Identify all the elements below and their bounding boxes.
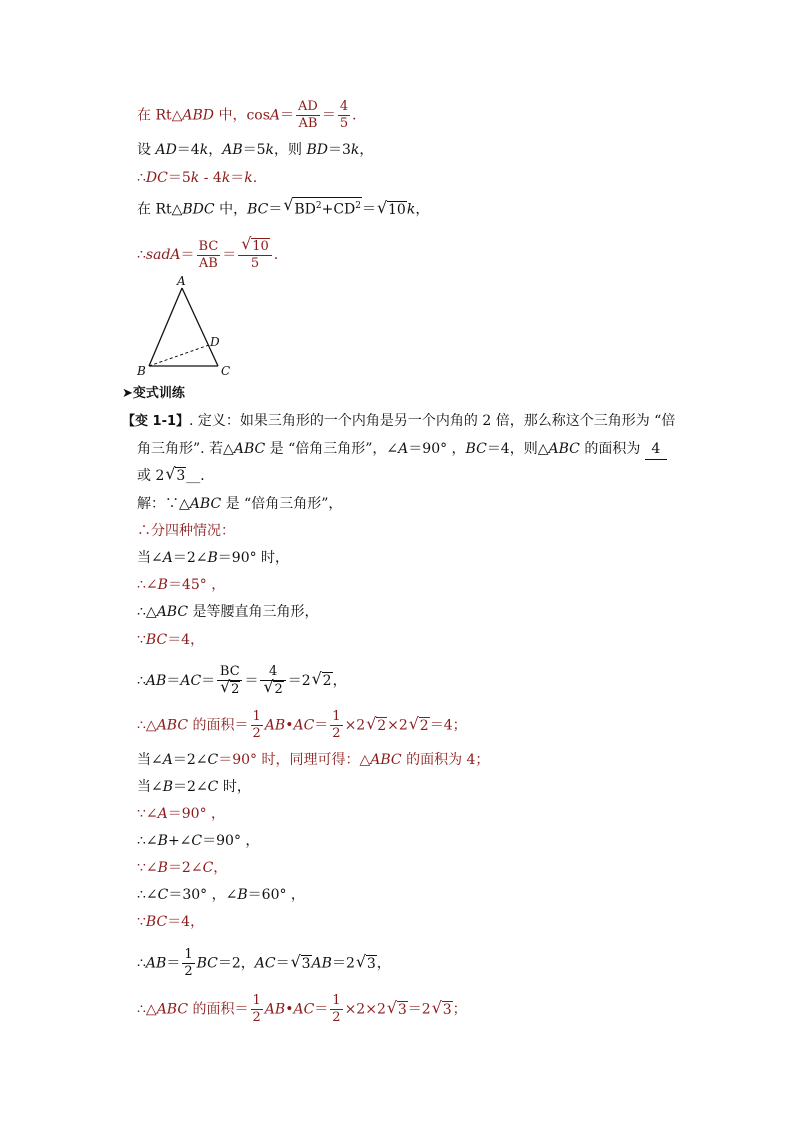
text: ∴分四种情况： — [137, 523, 235, 539]
section-title: 变式训练 — [132, 386, 185, 401]
text: +CD — [321, 201, 356, 218]
solution-line-5 — [137, 602, 319, 622]
fraction — [251, 709, 263, 742]
fraction — [182, 947, 194, 980]
text: ×2 — [344, 717, 366, 734]
text: k — [221, 170, 231, 186]
question-label: 【变 1-1】 — [122, 414, 190, 429]
radical — [409, 716, 430, 736]
radical — [387, 1000, 408, 1020]
text: BC — [465, 441, 487, 457]
numerator: AD — [298, 99, 318, 114]
denominator: 2 — [332, 726, 341, 741]
text: AC — [180, 673, 202, 689]
denominator: 2 — [252, 1010, 261, 1025]
text: +∠ — [167, 833, 192, 849]
solution-line-13 — [137, 858, 227, 878]
text: ， — [359, 142, 374, 158]
text: ABC — [189, 496, 222, 512]
question-line-1 — [122, 411, 675, 432]
text: 2 — [274, 682, 283, 697]
side-ac — [182, 288, 218, 366]
text: 的面积＝ — [188, 1001, 249, 1018]
text: ＝2∠ — [172, 752, 208, 768]
text: A — [157, 806, 168, 822]
fraction — [251, 993, 263, 1026]
text: k — [244, 170, 253, 186]
vertex-label-c: C — [221, 364, 231, 378]
numerator: 1 — [332, 709, 341, 724]
text: 10 — [388, 201, 406, 218]
text: 时， — [218, 779, 251, 795]
text: ＝2∠ — [167, 860, 203, 876]
text: 2 — [355, 201, 361, 211]
text: ， — [332, 673, 347, 689]
fraction — [238, 238, 272, 272]
text: AC — [293, 1001, 315, 1018]
text: 2 — [322, 673, 332, 689]
text: ＝4 — [176, 142, 200, 158]
text: C — [191, 833, 203, 849]
text: ． — [273, 247, 288, 263]
numerator: BC — [217, 664, 242, 681]
radical — [165, 466, 186, 486]
solution-line-8 — [137, 709, 467, 742]
radical — [291, 954, 312, 974]
denominator — [260, 681, 285, 698]
question-line-2 — [137, 439, 667, 460]
text: ∴∠ — [137, 887, 158, 903]
denominator: 2 — [332, 1010, 341, 1025]
text: 中， — [214, 201, 248, 218]
text: ＝ — [362, 201, 376, 218]
fraction — [338, 99, 350, 132]
text: AC — [254, 955, 276, 972]
numerator: 1 — [252, 709, 261, 724]
text: 在 Rt△ — [137, 107, 183, 124]
text: 解：∵△ — [137, 496, 190, 512]
segment-bd — [149, 345, 209, 366]
radical — [312, 671, 333, 691]
question-line-3 — [137, 466, 214, 486]
denominator: AB — [298, 116, 318, 131]
text: ＝2∠ — [172, 550, 208, 566]
text: ＝ — [180, 247, 195, 263]
text: 的面积为 4； — [401, 752, 490, 768]
text: ＝2 — [287, 673, 311, 689]
text: BD — [294, 201, 316, 218]
text: 3 — [397, 1001, 407, 1018]
text: BC — [145, 914, 168, 930]
line-bc — [137, 197, 429, 220]
fraction — [197, 239, 221, 272]
text: 当∠ — [137, 550, 163, 566]
denominator: 5 — [339, 116, 349, 131]
text: AB — [145, 955, 167, 972]
section-heading — [122, 384, 185, 404]
numerator: 1 — [332, 993, 341, 1008]
text: ＝ — [222, 247, 237, 263]
text: 3 — [442, 1001, 452, 1018]
text: ＝90° ， — [408, 441, 466, 457]
text: ABC — [156, 1001, 189, 1018]
line-cos-a — [137, 99, 366, 132]
text: k — [190, 170, 200, 186]
text: BD — [306, 142, 328, 158]
numerator — [238, 238, 272, 256]
text: 是 “倍角三角形”，∠ — [265, 441, 399, 457]
radical — [432, 1000, 453, 1020]
text: AD — [155, 142, 177, 158]
text: ＝4， — [167, 914, 205, 930]
solution-line-2 — [137, 521, 235, 541]
text: ABC — [370, 752, 402, 768]
text: B — [157, 577, 168, 593]
text: ＝5 — [167, 170, 191, 186]
text: ∴ — [137, 673, 146, 689]
radical — [366, 716, 387, 736]
text: 2 — [315, 201, 322, 211]
text: ＝ — [275, 955, 290, 972]
text: 在 Rt△ — [137, 201, 183, 218]
text: ＝60° ， — [247, 887, 305, 903]
line-sada — [137, 238, 288, 272]
solution-line-15 — [137, 912, 204, 932]
text: . — [252, 170, 258, 186]
answer-blank: 4 — [645, 439, 667, 460]
arrow-icon: ➤ — [122, 386, 133, 401]
text: ∴△ — [137, 1001, 157, 1018]
text: ＝ — [314, 1001, 329, 1018]
text: B — [237, 887, 248, 903]
fraction — [296, 99, 320, 132]
solution-line-10 — [137, 777, 251, 797]
text: ， — [208, 142, 223, 158]
text: ＝90° ， — [167, 806, 226, 822]
text: ∴△ — [137, 604, 157, 620]
denominator — [217, 681, 242, 698]
text: ， — [415, 201, 430, 218]
text: k — [406, 201, 416, 218]
text: ＝4，则△ — [486, 441, 549, 457]
numerator: 1 — [252, 993, 261, 1008]
text: ABC — [156, 717, 189, 734]
text: 当∠ — [137, 779, 163, 795]
fraction — [330, 709, 342, 742]
text: 3 — [301, 955, 311, 972]
text: ∴∠ — [137, 577, 158, 593]
solution-line-4 — [137, 575, 225, 595]
denominator: AB — [198, 255, 218, 271]
numerator: 1 — [184, 947, 193, 962]
vertex-label-a: A — [177, 274, 186, 288]
text: ＝ — [166, 955, 181, 972]
text: ，则 — [274, 142, 307, 158]
solution-line-16 — [137, 947, 391, 980]
text: ∴△ — [137, 717, 157, 734]
text: • — [285, 1001, 294, 1018]
text: k — [265, 142, 275, 158]
text: ＝90° ， — [202, 833, 260, 849]
text: ABC — [548, 441, 580, 457]
text: ＝ — [321, 107, 336, 124]
triangle-figure — [132, 272, 242, 382]
solution-line-12 — [137, 831, 259, 851]
line-dc — [137, 168, 257, 188]
solution-line-6 — [137, 630, 204, 650]
text: 是 “倍角三角形”， — [221, 496, 343, 512]
text: 2 — [377, 717, 387, 734]
solution-line-9 — [137, 750, 489, 770]
text: . 定义：如果三角形的一个内角是另一个内角的 2 倍，那么称这个三角形为 “倍 — [189, 413, 676, 429]
text: ＝3 — [327, 142, 351, 158]
text: ＝ — [230, 170, 245, 186]
text: ＝ — [244, 673, 259, 689]
text: 当∠ — [137, 752, 163, 768]
text: k — [350, 142, 360, 158]
text: ∵∠ — [137, 860, 158, 876]
text: ， — [213, 860, 228, 876]
text: AB — [264, 717, 286, 734]
text: 或 2 — [137, 468, 165, 484]
numerator: BC — [198, 238, 219, 254]
text: ． — [352, 107, 367, 124]
text: 角三角形”. 若△ — [137, 441, 234, 457]
solution-line-3 — [137, 548, 289, 568]
text: 设 — [137, 142, 156, 158]
numerator: 4 — [339, 99, 349, 114]
text: BC — [145, 632, 168, 648]
text: AB — [145, 673, 167, 689]
text: • — [285, 717, 294, 734]
denominator: 2 — [184, 964, 193, 979]
radical — [283, 197, 362, 220]
text: B — [207, 550, 218, 566]
text: ＝2 — [407, 1001, 431, 1018]
text: ＝30° ，∠ — [168, 887, 238, 903]
vertex-label-d: D — [210, 335, 220, 349]
solution-line-7 — [137, 664, 347, 698]
text: ＝4； — [429, 717, 467, 734]
text: ， — [376, 955, 391, 972]
solution-line-14 — [137, 885, 305, 905]
text: 中，cos — [214, 107, 270, 124]
text: AB — [311, 955, 332, 972]
text: C — [157, 887, 169, 903]
text: ABC — [156, 604, 189, 620]
text: ∴ — [137, 955, 146, 972]
text: 2 — [419, 717, 429, 734]
text: C — [207, 752, 219, 768]
text: ＝ — [280, 107, 295, 124]
text: ＝2， — [217, 955, 255, 972]
denominator: 5 — [250, 256, 260, 271]
solution-line-1 — [137, 494, 342, 514]
solution-line-11 — [137, 804, 225, 824]
text: C — [207, 779, 219, 795]
text: ＝2 — [331, 955, 355, 972]
numerator: 4 — [260, 664, 285, 681]
text: AB — [222, 142, 243, 158]
text: ＝45° ， — [167, 577, 226, 593]
line-set-k — [137, 140, 373, 160]
solution-line-17 — [137, 993, 467, 1026]
text: 10 — [252, 239, 269, 254]
text: ∴ — [137, 247, 146, 263]
text: AC — [293, 717, 315, 734]
side-ab — [149, 288, 182, 366]
text: ∵ — [137, 914, 146, 930]
text: A — [398, 441, 409, 457]
text: ABD — [182, 107, 215, 124]
text: __． — [186, 468, 215, 484]
text: BDC — [182, 201, 215, 218]
text: B — [162, 779, 174, 795]
text: ∴ — [137, 170, 146, 186]
text: ＝5 — [242, 142, 266, 158]
text: ABC — [233, 441, 266, 457]
text: BC — [247, 201, 269, 218]
vertex-label-b: B — [137, 364, 146, 378]
text: ＝ — [166, 673, 181, 689]
text: ＝90° 时，同理可得：△ — [218, 752, 371, 768]
text: 是等腰直角三角形， — [188, 604, 319, 620]
text: A — [269, 107, 281, 124]
text: DC — [145, 170, 168, 186]
text: 的面积为 — [579, 441, 645, 457]
text: 3 — [366, 955, 376, 972]
radical — [377, 200, 407, 220]
text: C — [202, 860, 214, 876]
fraction — [260, 664, 285, 698]
text: AB — [264, 1001, 286, 1018]
text: 2 — [231, 682, 240, 697]
text: ×2×2 — [344, 1001, 386, 1018]
text: ∵∠ — [137, 806, 158, 822]
fraction — [330, 993, 342, 1026]
text: sadA — [145, 247, 181, 263]
text: A — [162, 550, 173, 566]
text: k — [199, 142, 209, 158]
text: ×2 — [387, 717, 408, 734]
text: ∴∠ — [137, 833, 158, 849]
text: B — [157, 833, 168, 849]
text: ＝90° 时， — [217, 550, 290, 566]
text: ＝ — [314, 717, 329, 734]
text: 3 — [176, 468, 186, 484]
text: ＝ — [268, 201, 283, 218]
text: BC — [196, 955, 218, 972]
radical — [356, 954, 377, 974]
text: ＝2∠ — [173, 779, 208, 795]
text: - 4 — [199, 170, 222, 186]
text: B — [157, 860, 168, 876]
text: ＝ — [201, 673, 216, 689]
text: 的面积＝ — [188, 717, 249, 734]
text: ∵ — [137, 632, 146, 648]
text: ； — [452, 1001, 467, 1018]
text: ＝4， — [167, 632, 205, 648]
text: A — [162, 752, 173, 768]
denominator: 2 — [252, 726, 261, 741]
fraction — [217, 664, 242, 698]
